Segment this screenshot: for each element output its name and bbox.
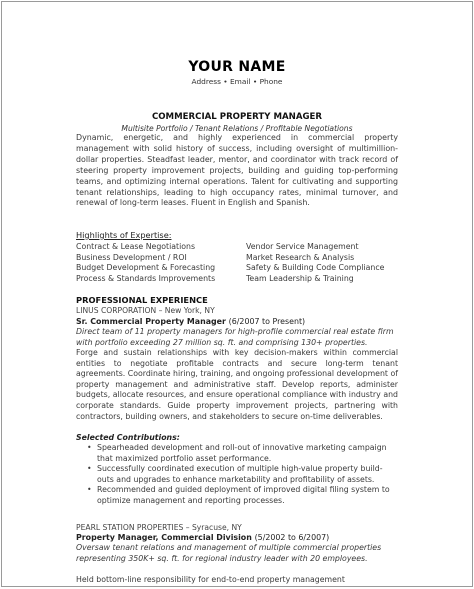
bullet-text: Successfully coordinated execution of multiple high-value property build-outs and upgrades to enhance marketability and profitability of assets. xyxy=(97,464,383,484)
list-item xyxy=(87,443,393,464)
skill-item: Business Development / ROI xyxy=(76,252,187,262)
highlights-heading: Highlights of Expertise: xyxy=(76,230,172,240)
job2-role-title: Property Manager, Commercial Division xyxy=(76,533,252,542)
list-item xyxy=(87,464,393,485)
resume-page xyxy=(1,1,473,587)
job1-contributions-heading: Selected Contributions: xyxy=(76,433,180,442)
resume-name: YOUR NAME xyxy=(188,59,286,75)
skill-item: Contract & Lease Negotiations xyxy=(76,242,196,251)
job2-description: Held bottom-line responsibility for end-to-end property management xyxy=(76,575,345,584)
highlights-list xyxy=(76,242,406,284)
skill-item: Safety & Building Code Compliance xyxy=(246,263,385,273)
bullet-icon: • xyxy=(87,485,92,495)
skill-item: Budget Development & Forecasting xyxy=(76,263,216,273)
job1-role xyxy=(76,317,305,326)
skill-item: Market Research & Analysis xyxy=(246,252,355,262)
skill-item: Team Leadership & Training xyxy=(246,273,354,283)
list-item xyxy=(87,485,393,506)
job1-role-title: Sr. Commercial Property Manager xyxy=(76,317,226,326)
summary-paragraph: Dynamic, energetic, and highly experienced in commercial property management with solid history of success, including oversight of multimillion-dollar properties. Steadfast leader, mentor, and coordinator with track record of steering property improvement projects, building and guiding top-performing teams, and optimizing internal operations. Talent for cultivating and supporting tenant relationships, leading to high occupancy rates, minimal turnover, and renewal of long-term leases. Fluent in English and Spanish. xyxy=(76,133,398,208)
job1-dates: (6/2007 to Present) xyxy=(228,317,306,326)
job2-role xyxy=(76,533,329,542)
job2-intro: Oversaw tenant relations and management of multiple commercial properties representing 350K+ sq. ft. for regional industry leader with 20 employees. xyxy=(76,543,382,563)
skill-item: Process & Standards Improvements xyxy=(76,273,216,283)
professional-subtitle: Multisite Portfolio / Tenant Relations / Profitable Negotiations xyxy=(121,124,353,133)
contact-line: Address • Email • Phone xyxy=(191,77,283,86)
bullet-icon: • xyxy=(87,464,92,474)
experience-heading: PROFESSIONAL EXPERIENCE xyxy=(76,295,208,305)
job2-company: PEARL STATION PROPERTIES – Syracuse, NY xyxy=(76,523,242,532)
skill-item: Vendor Service Management xyxy=(246,242,359,251)
professional-title: COMMERCIAL PROPERTY MANAGER xyxy=(151,112,323,122)
bullet-text: Recommended and guided deployment of improved digital filing system to optimize management and reporting processes. xyxy=(97,485,390,505)
job1-contributions-list xyxy=(87,443,393,507)
job1-intro: Direct team of 11 property managers for high-profile commercial real estate firm with portfolio exceeding 27 million sq. ft. and comprising 130+ properties. xyxy=(76,327,394,347)
bullet-text: Spearheaded development and roll-out of innovative marketing campaign that maximized portfolio asset performance. xyxy=(97,443,387,463)
job1-description: Forge and sustain relationships with key decision-makers within commercial entities to negotiate profitable contracts and secure long-term tenant agreements. Coordinate hiring, training, and ongoing professional development of property management and administrative staff. Develop reports, administer budgets, allocate resources, and ensure operational compliance with industry and corporate standards. Guide property improvement projects, partnering with contractors, building owners, and stakeholders to secure on-time deliverables. xyxy=(76,348,398,421)
bullet-icon: • xyxy=(87,443,92,452)
job2-dates: (5/2002 to 6/2007) xyxy=(254,533,330,542)
job1-company: LINUS CORPORATION – New York, NY xyxy=(76,306,215,315)
